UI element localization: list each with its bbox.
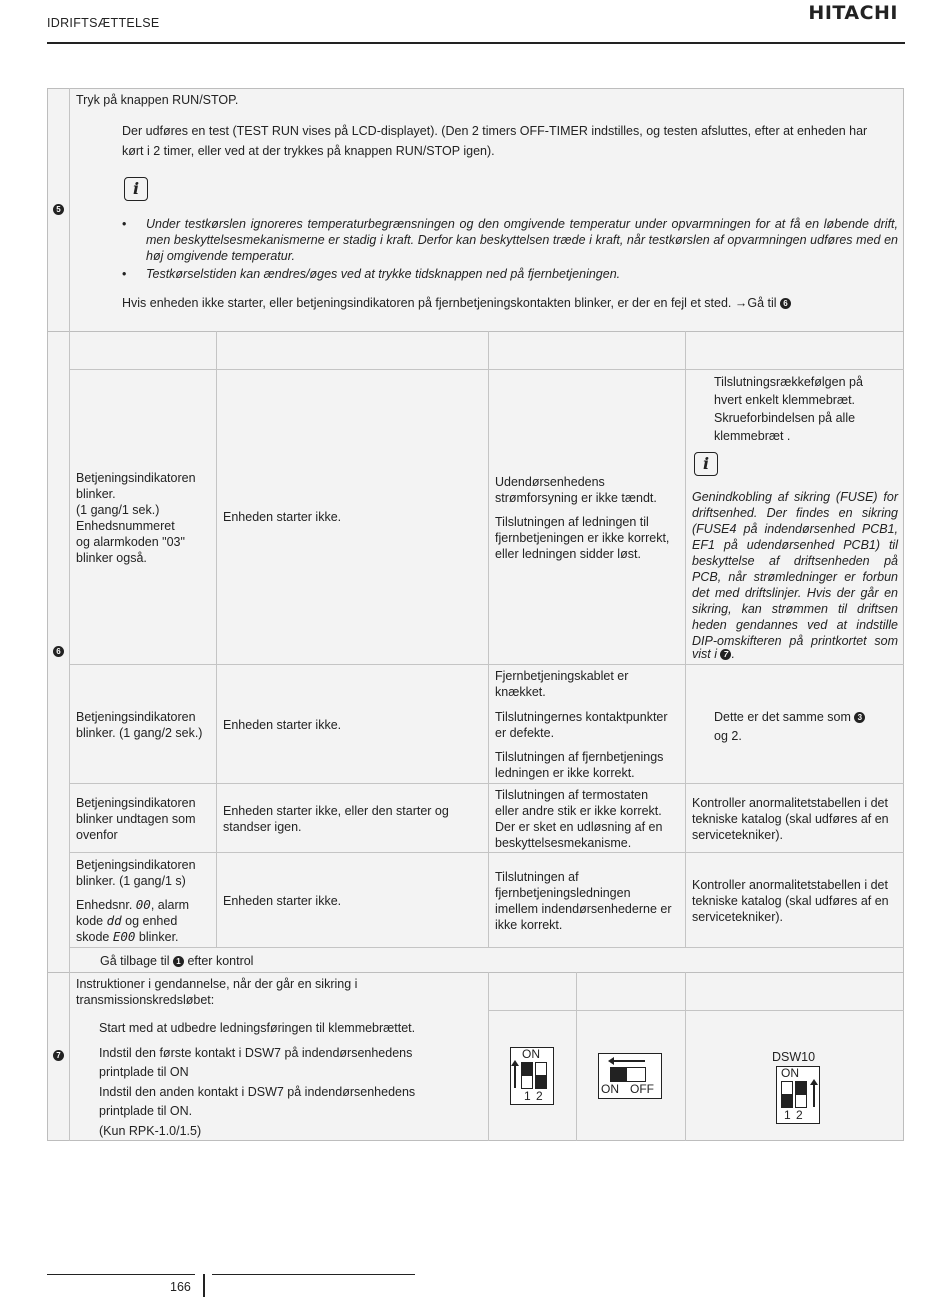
step-number: 5 [53, 204, 64, 215]
table-cell: Tilslutningen af fjernbetjenings ledningen er ikke korrekt. [495, 750, 664, 780]
switch-slot [521, 1062, 533, 1089]
step-ref-badge: 3 [854, 712, 865, 723]
table-cell: Enheden starter ikke. [223, 718, 342, 732]
table-cell: Dette er det samme som 3 og 2. [714, 708, 865, 746]
lcd-digits: 00 [135, 897, 151, 912]
switch-slot [781, 1081, 793, 1108]
info-icon: i [694, 452, 718, 476]
bullet-text: Under testkørslen ignoreres temperaturbegrænsningen og den omgivende temperatur under opvarmningen for at få en løbende drift, men beskyttelsesmekanismerne er stadig i kraft. Derfor kan beskyttelsen træde i kraft, når testkørslen af opvarmningen udføres med en høj omgivende temperatur. [146, 217, 898, 263]
table-cell: vist i 7 . [692, 647, 735, 661]
step-number: 7 [53, 1050, 64, 1061]
table-col-divider [216, 331, 217, 948]
table-col-divider [488, 331, 489, 948]
dip-switch-dsw7 [510, 1047, 554, 1105]
table-cell: Kontroller anormalitetstabellen i det tekniske katalog (skal udføres af en servicetekniker). [692, 878, 889, 924]
table-cell: Enheden starter ikke. [223, 510, 342, 524]
step5-goto-text [122, 295, 902, 311]
table-cell: Tilslutningsrækkefølgen på hvert enkelt klemmebræt. Skrueforbindelsen på alle klemmebræt . [714, 375, 863, 443]
footer-line-right [212, 1274, 415, 1275]
switch-on-label: ON [522, 1047, 540, 1061]
header-divider [47, 42, 905, 44]
step7-number-column-divider [69, 972, 70, 1141]
switch-off-label: OFF [630, 1082, 654, 1096]
switch-numbers: 1 2 [524, 1089, 544, 1103]
lcd-digits: dd [106, 913, 122, 928]
table-cell: Fjernbetjeningskablet er knækket. [495, 669, 629, 699]
step-number: 6 [53, 646, 64, 657]
go-back-text: Gå tilbage til 1 efter kontrol [100, 954, 254, 968]
switch-numbers: 1 2 [784, 1108, 804, 1122]
left-arrow-icon [613, 1060, 645, 1062]
table-col-divider [685, 331, 686, 948]
table-row-divider [69, 783, 904, 784]
bullet-text: Testkørselstiden kan ændres/øges ved at trykke tidsknappen ned på fjernbetjeningen. [146, 267, 621, 281]
footer-line-left [47, 1274, 195, 1275]
table-row-divider [69, 369, 904, 370]
table-cell: Betjeningsindikatoren blinker. (1 gang/1 sek.) Enhedsnummeret og alarmkoden "03" blinker også. [76, 471, 196, 565]
info-icon: i [124, 177, 148, 201]
section-title: IDRIFTSÆTTELSE [47, 16, 160, 30]
table-cell: Tilslutningen af ledningen til fjernbetjeningen er ikke korrekt, eller ledningen sidder løst. [495, 515, 670, 561]
step-ref-badge: 7 [720, 649, 731, 660]
table-cell: Udendørsenhedens strømforsyning er ikke tændt. [495, 475, 657, 505]
table-cell: Enheden starter ikke, eller den starter og standser igen. [223, 804, 449, 834]
switch-label: DSW10 [772, 1050, 816, 1064]
table-row-divider [69, 852, 904, 853]
table-cell: Betjeningsindikatoren blinker undtagen som ovenfor [76, 796, 196, 842]
hitachi-logo: HITACHI [808, 2, 898, 24]
bullet: • [122, 217, 127, 231]
goto-label: Hvis enheden ikke starter, eller betjeningsindikatoren på fjernbetjeningskontakten blinker, er der en fejl et sted. →Gå til [122, 296, 777, 310]
lcd-digits: E00 [112, 929, 136, 944]
step6-number-column-divider [69, 331, 70, 973]
dip-switch-horizontal [598, 1053, 662, 1099]
page-number: 166 [170, 1280, 191, 1294]
table-cell: Enheden starter ikke. [223, 894, 342, 908]
table-cell: Betjeningsindikatoren blinker. (1 gang/1 s) [76, 858, 196, 888]
switch-on-label: ON [781, 1066, 799, 1080]
step5-instruction: Tryk på knappen RUN/STOP. [76, 93, 239, 107]
table-col-divider [488, 972, 489, 1141]
step-ref-badge: 1 [173, 956, 184, 967]
step5-number-column-divider [69, 88, 70, 332]
table-cell: Tilslutningen af termostaten eller andre stik er ikke korrekt. Der er sket en udløsning af en beskyttelsesmekanisme. [495, 788, 663, 850]
step-ref-badge: 6 [780, 298, 791, 309]
step5-paragraph: Der udføres en test (TEST RUN vises på LCD-displayet). (Den 2 timers OFF-TIMER indstilles, og testen afsluttes, efter at enheden har kørt i 2 timer, eller ved at der trykkes på knappen RUN/STOP igen). [122, 124, 868, 158]
table-col-divider [685, 972, 686, 1141]
switch-slot [795, 1081, 807, 1108]
table-cell: Enhedsnr. 00, alarm kode dd og enhed skode E00 blinker. [76, 897, 190, 944]
table-cell: Kontroller anormalitetstabellen i det tekniske katalog (skal udføres af en servicetekniker). [692, 796, 889, 842]
table-cell: Betjeningsindikatoren blinker. (1 gang/2 sek.) [76, 710, 203, 740]
switch-on-label: ON [601, 1082, 619, 1096]
table-cell: Tilslutningernes kontaktpunkter er defekte. [495, 710, 668, 740]
step7-intro: Instruktioner i gendannelse, når der går en sikring i transmissionskredsløbet: [76, 977, 358, 1007]
footer-divider [203, 1274, 205, 1297]
table-col-divider [576, 972, 577, 1141]
table-row-divider [488, 1010, 904, 1011]
switch-slot [610, 1067, 646, 1082]
step7-instructions: Start med at udbedre ledningsføringen til klemmebrættet. Indstil den første kontakt i DSW7 på indendørsenhedens printplade til ON Indstil den anden kontakt i DSW7 på indendørsenhedens printplade til ON. (Kun RPK-1.0/1.5) [99, 1021, 416, 1138]
dip-switch-dsw10 [776, 1066, 820, 1124]
table-row-divider [69, 664, 904, 665]
table-cell: Genindkobling af sikring (FUSE) for driftsenhed. Der findes en sikring (FUSE4 på indendørsenhed PCB1, EF1 på udendørsenhed PCB1) til beskyttelse af driftsenheden på PCB, når strømledninger er forbun det med driftslinjer. Hvis der går en sikring, kan strømmen til driftsen heden gendannes ved at indstille DIP-omskifteren på printkortet som [692, 490, 898, 648]
bullet: • [122, 267, 127, 281]
table-cell: Tilslutningen af fjernbetjeningsledningen imellem indendørsenhederne er ikke korrekt. [495, 870, 672, 932]
switch-slot [535, 1062, 547, 1089]
table-row-divider [69, 947, 904, 948]
